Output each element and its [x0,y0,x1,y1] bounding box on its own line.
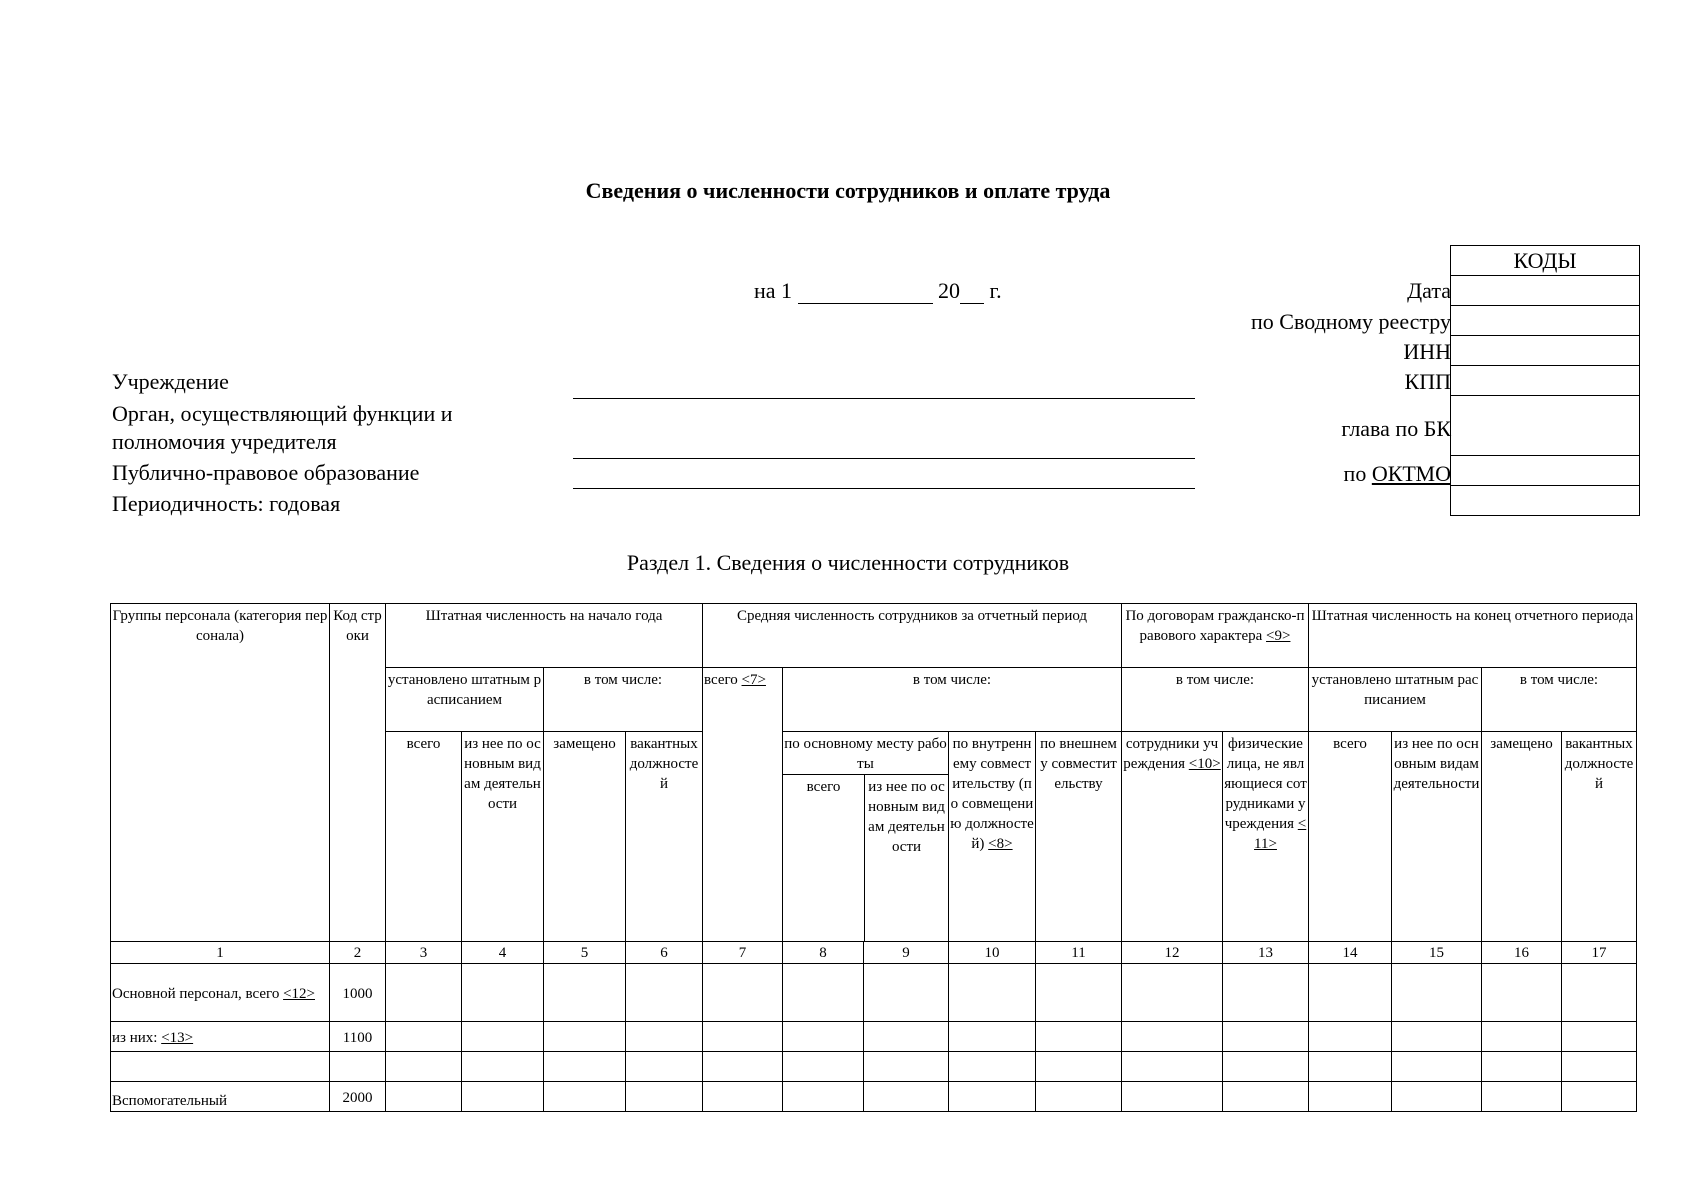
data-cell[interactable] [1482,1082,1562,1112]
codes-label-oktmo [1344,461,1451,487]
data-cell[interactable] [1036,964,1122,1022]
header-col14: всего [1309,732,1392,942]
header-col3: всего [386,732,462,942]
column-number: 3 [386,942,462,964]
table-row [111,1052,1637,1082]
header-staff-end: Штатная численность на конец отчетного периода [1309,604,1637,668]
row-label [111,964,330,1022]
header-col15: из нее по основным видам деятельности [1392,732,1482,942]
data-cell[interactable] [703,1022,783,1052]
data-cell[interactable] [1309,1052,1392,1082]
data-cell[interactable] [1392,1052,1482,1082]
codes-label-bk: глава по БК [1341,416,1451,441]
header-col12-ref[interactable]: <10> [1188,756,1221,772]
column-number: 2 [330,942,386,964]
data-cell[interactable] [703,964,783,1022]
header-average: Средняя численность сотрудников за отчетный период [703,604,1122,668]
header-col9: из нее по основным видам деятельности [868,779,945,855]
header-contracts-including: в том числе: [1122,668,1309,732]
header-contracts-ref[interactable]: <9> [1266,628,1291,644]
header-col13-ref[interactable]: <11> [1254,816,1307,852]
data-cell[interactable] [1562,1082,1637,1112]
data-cell[interactable] [864,964,949,1022]
header-col13-text: физические лица, не являющиеся сотрудниками учреждения [1224,736,1307,832]
data-cell[interactable] [544,1022,626,1052]
column-number: 5 [544,942,626,964]
codes-label-registry: по Сводному реестру [1251,309,1451,334]
data-cell[interactable] [1562,1022,1637,1052]
data-cell[interactable] [544,1052,626,1082]
column-number: 8 [783,942,864,964]
header-main-place-subcols [783,775,948,941]
date-suffix: г. [989,278,1002,303]
data-cell[interactable] [1392,1022,1482,1052]
public-entity-input-line[interactable] [573,488,1195,489]
data-cell[interactable] [462,964,544,1022]
column-number: 6 [626,942,703,964]
data-cell[interactable] [703,1082,783,1112]
data-cell[interactable] [1309,964,1392,1022]
column-number: 1 [111,942,330,964]
header-avg-total [703,668,783,942]
form-title: Сведения о численности сотрудников и оплате труда [585,178,1111,203]
data-cell[interactable] [949,1082,1036,1112]
code-cell-registry[interactable] [1451,306,1640,336]
header-col5: замещено [544,732,626,942]
header-main-place: по основному месту работы [783,732,948,775]
data-cell[interactable] [462,1022,544,1052]
column-number: 17 [1562,942,1637,964]
column-number: 12 [1122,942,1223,964]
header-col10-text: по внутреннему совместительству (по совмещению должностей) [950,736,1034,852]
date-year-field[interactable] [960,283,984,304]
data-cell[interactable] [386,964,462,1022]
header-main-place-group [783,732,949,942]
code-cell-bk[interactable] [1451,396,1640,456]
column-numbers-row [111,942,1637,964]
data-cell[interactable] [1392,964,1482,1022]
code-cell-date[interactable] [1451,276,1640,306]
header-col12-text: сотрудники учреждения [1123,736,1219,772]
header-avg-total-ref[interactable]: <7> [741,672,766,688]
table-row [111,1022,1637,1052]
header-end-established: установлено штатным расписанием [1309,668,1482,732]
data-cell[interactable] [1309,1022,1392,1052]
header-col6: вакантных должностей [626,732,703,942]
column-number: 15 [1392,942,1482,964]
header-code: Код строки [330,604,386,942]
codes-label-inn: ИНН [1403,339,1451,364]
data-cell[interactable] [1562,964,1637,1022]
row-label-text: из них: [112,1029,158,1046]
codes-label-oktmo-prefix: по [1343,461,1372,486]
periodicity-label: Периодичность: годовая [112,491,341,516]
data-cell[interactable] [949,1022,1036,1052]
data-cell[interactable] [949,964,1036,1022]
founder-label-line1: Орган, осуществляющий функции и [112,401,453,426]
data-cell[interactable] [462,1082,544,1112]
header-avg-total-text: всего [704,672,738,688]
data-cell[interactable] [1122,964,1223,1022]
section-title: Раздел 1. Сведения о численности сотрудников [626,550,1070,575]
date-prefix: на 1 [754,278,793,303]
table-row [111,1082,1637,1112]
data-cell[interactable] [1223,1082,1309,1112]
header-col12 [1122,732,1223,942]
header-start-established: установлено штатным расписанием [386,668,544,732]
row-code[interactable] [330,1052,386,1082]
data-cell[interactable] [1122,1082,1223,1112]
data-cell[interactable] [462,1052,544,1082]
header-col10-ref[interactable]: <8> [988,836,1013,852]
column-number: 4 [462,942,544,964]
data-cell[interactable] [1036,1022,1122,1052]
founder-label-line2: полномочия учредителя [112,429,337,454]
data-cell[interactable] [626,964,703,1022]
header-staff-start: Штатная численность на начало года [386,604,703,668]
data-cell[interactable] [1122,1052,1223,1082]
institution-label: Учреждение [112,369,229,394]
data-cell[interactable] [386,1082,462,1112]
data-cell[interactable] [864,1022,949,1052]
code-cell-kpp[interactable] [1451,366,1640,396]
codes-label-date: Дата [1407,278,1451,303]
data-cell[interactable] [544,964,626,1022]
headcount-table [110,603,1637,1112]
data-cell[interactable] [1223,964,1309,1022]
data-cell[interactable] [626,1052,703,1082]
header-start-including: в том числе: [544,668,703,732]
data-cell[interactable] [783,1052,864,1082]
row-code: 1100 [330,1022,386,1052]
data-cell[interactable] [1309,1082,1392,1112]
column-number: 16 [1482,942,1562,964]
column-number: 11 [1036,942,1122,964]
column-number: 10 [949,942,1036,964]
header-contracts [1122,604,1309,668]
data-cell[interactable] [1036,1082,1122,1112]
data-cell[interactable] [864,1052,949,1082]
codes-table [1450,245,1640,516]
data-cell[interactable] [1223,1052,1309,1082]
data-cell[interactable] [626,1082,703,1112]
header-col13 [1223,732,1309,942]
data-cell[interactable] [783,1022,864,1052]
founder-input-line[interactable] [573,458,1195,459]
table-row [111,964,1637,1022]
codes-header: КОДЫ [1451,246,1640,276]
data-cell[interactable] [1562,1052,1637,1082]
data-cell[interactable] [1482,1052,1562,1082]
data-cell[interactable] [626,1022,703,1052]
date-year-prefix: 20 [938,278,961,303]
data-cell[interactable] [703,1052,783,1082]
row-label [111,1022,330,1052]
row-label: Вспомогательный [111,1082,330,1112]
row-code: 2000 [330,1082,386,1112]
public-entity-label: Публично-правовое образование [112,460,420,485]
header-avg-including: в том числе: [783,668,1122,732]
data-cell[interactable] [1122,1022,1223,1052]
code-cell-oktmo[interactable] [1451,456,1640,486]
data-cell[interactable] [783,1082,864,1112]
data-cell[interactable] [544,1082,626,1112]
header-col11: по внешнему совместительству [1036,732,1122,942]
data-cell[interactable] [1482,964,1562,1022]
report-date-line [754,278,1002,304]
data-cell[interactable] [386,1052,462,1082]
row-code: 1000 [330,964,386,1022]
data-cell[interactable] [1392,1082,1482,1112]
data-cell[interactable] [386,1022,462,1052]
column-number: 9 [864,942,949,964]
institution-input-line[interactable] [573,398,1195,399]
date-month-field[interactable] [798,283,933,304]
data-cell[interactable] [1036,1052,1122,1082]
header-col8: всего [783,775,865,941]
row-label-text: Основной персонал, всего [112,985,280,1002]
header-contracts-text: По договорам гражданско-правового характера [1125,608,1305,644]
row-label[interactable] [111,1052,330,1082]
code-cell-inn[interactable] [1451,336,1640,366]
header-end-including: в том числе: [1482,668,1637,732]
header-col10 [949,732,1036,942]
header-col17: вакантных должностей [1562,732,1637,942]
data-cell[interactable] [949,1052,1036,1082]
codes-label-kpp: КПП [1404,369,1451,394]
data-cell[interactable] [783,964,864,1022]
code-cell-extra[interactable] [1451,486,1640,516]
row-label-ref[interactable]: <12> [283,985,315,1002]
header-col16: замещено [1482,732,1562,942]
codes-label-oktmo-word: ОКТМО [1371,461,1451,486]
data-cell[interactable] [864,1082,949,1112]
column-number: 13 [1223,942,1309,964]
column-number: 14 [1309,942,1392,964]
data-cell[interactable] [1482,1022,1562,1052]
header-groups: Группы персонала (категория персонала) [111,604,330,942]
column-number: 7 [703,942,783,964]
row-label-ref[interactable]: <13> [161,1029,194,1046]
data-cell[interactable] [1223,1022,1309,1052]
header-col4: из нее по основным видам деятельности [462,732,544,942]
